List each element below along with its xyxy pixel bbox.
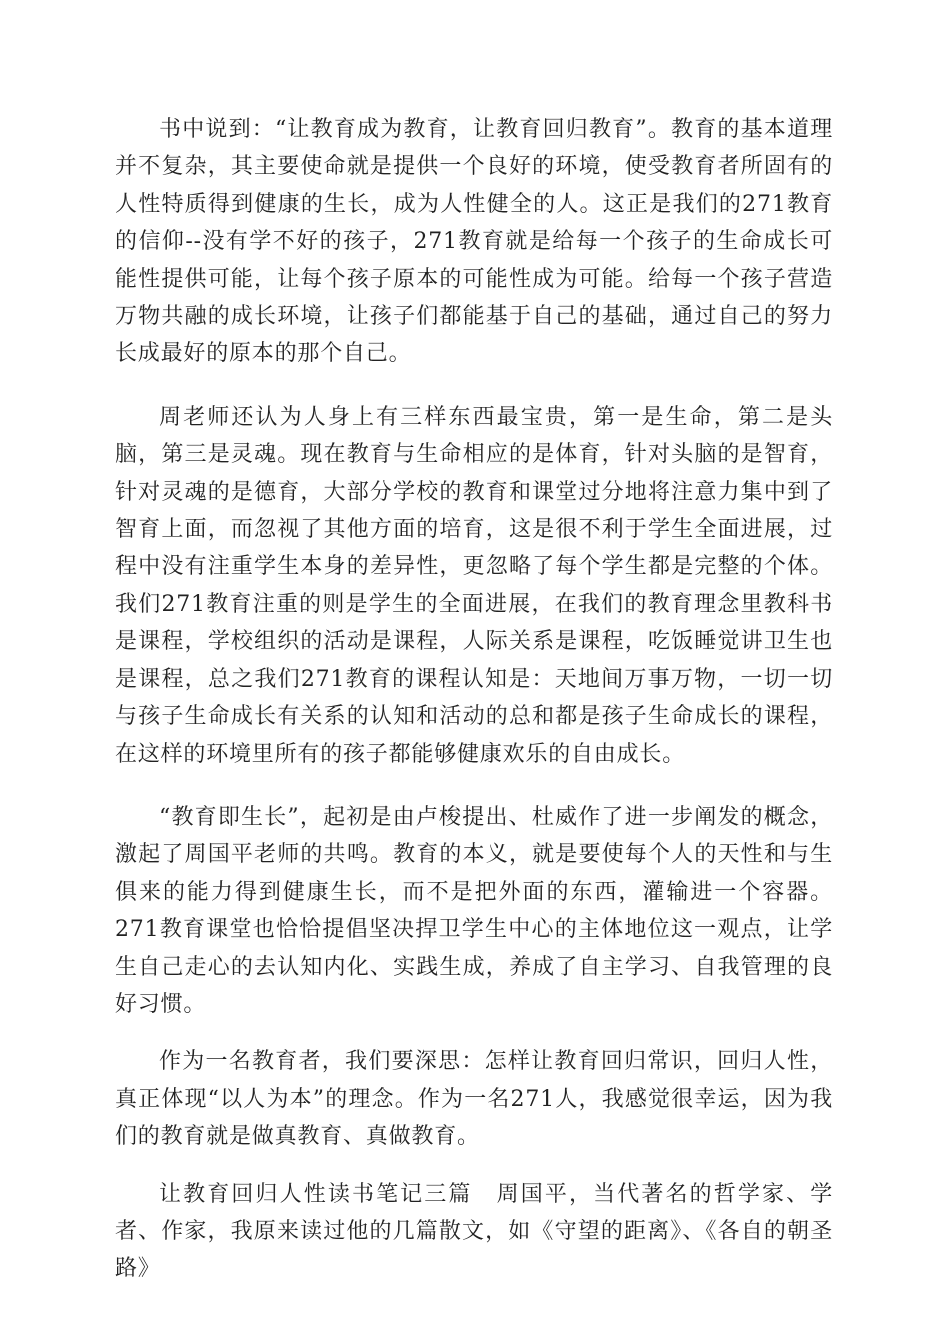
paragraph-3: “教育即生长”，起初是由卢梭提出、杜威作了进一步阐发的概念，激起了周国平老师的共鸣。教育的本义，就是要使每个人的天性和与生俱来的能力得到健康生长，而不是把外面的东西，灌输进一个容器。271教育课堂也恰恰提倡坚决捍卫学生中心的主体地位这一观点，让学生自己走心的去认知内化、实践生成，养成了自主学习、自我管理的良好习惯。	[115, 804, 833, 1017]
paragraph-2: 周老师还认为人身上有三样东西最宝贵，第一是生命，第二是头脑，第三是灵魂。现在教育与生命相应的是体育，针对头脑的是智育，针对灵魂的是德育，大部分学校的教育和课堂过分地将注意力集中到了智育上面，而忽视了其他方面的培育，这是很不利于学生全面进展，过程中没有注重学生本身的差异性，更忽略了每个学生都是完整的个体。我们271教育注重的则是学生的全面进展，在我们的教育理念里教科书是课程，学校组织的活动是课程，人际关系是课程，吃饭睡觉讲卫生也是课程，总之我们271教育的课程认知是：天地间万事万物，一切一切与孩子生命成长有关系的认知和活动的总和都是孩子生命成长的课程，在这样的环境里所有的孩子都能够健康欢乐的自由成长。	[115, 404, 833, 767]
paragraph-5: 让教育回归人性读书笔记三篇 周国平，当代著名的哲学家、学者、作家，我原来读过他的几篇散文，如《守望的距离》、《各自的朝圣路》	[115, 1181, 833, 1282]
paragraph-1: 书中说到：“让教育成为教育，让教育回归教育”。教育的基本道理并不复杂，其主要使命就是提供一个良好的环境，使受教育者所固有的人性特质得到健康的生长，成为人性健全的人。这正是我们的271教育的信仰--没有学不好的孩子，271教育就是给每一个孩子的生命成长可能性提供可能，让每个孩子原本的可能性成为可能。给每一个孩子营造万物共融的成长环境，让孩子们都能基于自己的基础，通过自己的努力长成最好的原本的那个自己。	[115, 117, 833, 367]
document-body	[115, 111, 833, 1288]
paragraph-4: 作为一名教育者，我们要深思：怎样让教育回归常识，回归人性，真正体现“以人为本”的理念。作为一名271人，我感觉很幸运，因为我们的教育就是做真教育、真做教育。	[115, 1049, 833, 1150]
